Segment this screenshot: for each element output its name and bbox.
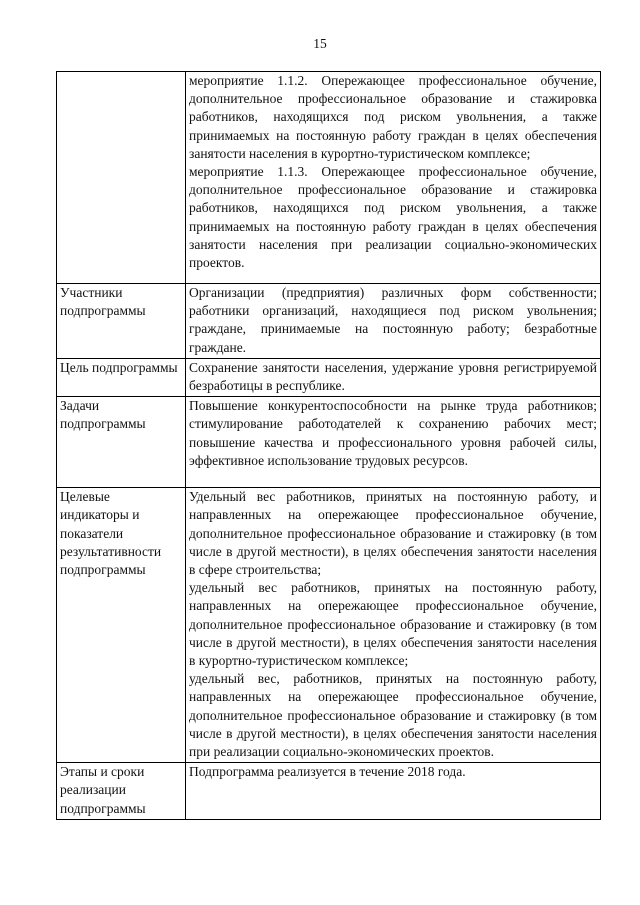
- table-row-stages: [57, 763, 601, 820]
- paragraph: Удельный вес работников, принятых на постоянную работу, и направленных на опережающее профессиональное обучение, дополнительное профессиональное образование и стажировку (в том числе в другой местности), в целях обеспечения занятости населения в сфере строительства;: [189, 489, 597, 578]
- row-content: [186, 488, 601, 763]
- table-row-activities: [57, 72, 601, 284]
- subprogram-passport-table: [56, 71, 601, 820]
- paragraph: Подпрограмма реализуется в течение 2018 года.: [189, 764, 466, 780]
- paragraph: удельный вес, работников, принятых на постоянную работу, направленных на опережающее профессиональное обучение, дополнительное профессиональное образование и стажировку (в том числе в другой местности), в целях обеспечения занятости населения при реализации социально-экономических проектов.: [189, 671, 597, 760]
- row-content: [186, 397, 601, 488]
- paragraph: мероприятие 1.1.2. Опережающее профессиональное обучение, дополнительное профессиональное образование и стажировка работников, находящихся под риском увольнения, а также принимаемых на постоянную работу граждан в целях обеспечения занятости населения в курортно-туристическом комплексе;: [189, 73, 597, 161]
- paragraph: Повышение конкурентоспособности на рынке труда работников; стимулирование работодателей к сохранению рабочих мест; повышение качества и профессионального уровня рабочей силы, эффективное использование трудовых ресурсов.: [189, 398, 597, 468]
- table-row-tasks: [57, 397, 601, 488]
- paragraph: удельный вес работников, принятых на постоянную работу, направленных на опережающее профессиональное обучение, дополнительное профессиональное образование и стажировку (в том числе в другой местности), в целях обеспечения занятости населения в курортно-туристическом комплексе;: [189, 580, 597, 669]
- row-label: Цель подпрограммы: [57, 358, 186, 396]
- row-content: [186, 358, 601, 396]
- row-content: [186, 763, 601, 820]
- row-label: Задачи подпрограммы: [57, 397, 186, 488]
- row-label: Этапы и сроки реализации подпрограммы: [57, 763, 186, 820]
- row-content: [186, 284, 601, 359]
- table-row-goal: [57, 358, 601, 396]
- row-label: [57, 72, 186, 284]
- paragraph: Организации (предприятия) различных форм собственности; работники организаций, находящиеся под риском увольнения; граждане, принимаемые на постоянную работу; безработные граждане.: [189, 285, 597, 355]
- paragraph: мероприятие 1.1.3. Опережающее профессиональное обучение, дополнительное профессиональное образование и стажировка работников, находящихся под риском увольнения, а также принимаемых на постоянную работу граждан в целях обеспечения занятости населения при реализации социально-экономических проектов.: [189, 164, 597, 271]
- table-row-participants: [57, 284, 601, 359]
- row-label: Целевые индикаторы и показатели результативности подпрограммы: [57, 488, 186, 763]
- page-number: 15: [313, 36, 327, 51]
- table-row-indicators: [57, 488, 601, 763]
- row-label: Участники подпрограммы: [57, 284, 186, 359]
- row-content: [186, 72, 601, 284]
- paragraph: Сохранение занятости населения, удержание уровня регистрируемой безработицы в республике.: [189, 359, 597, 394]
